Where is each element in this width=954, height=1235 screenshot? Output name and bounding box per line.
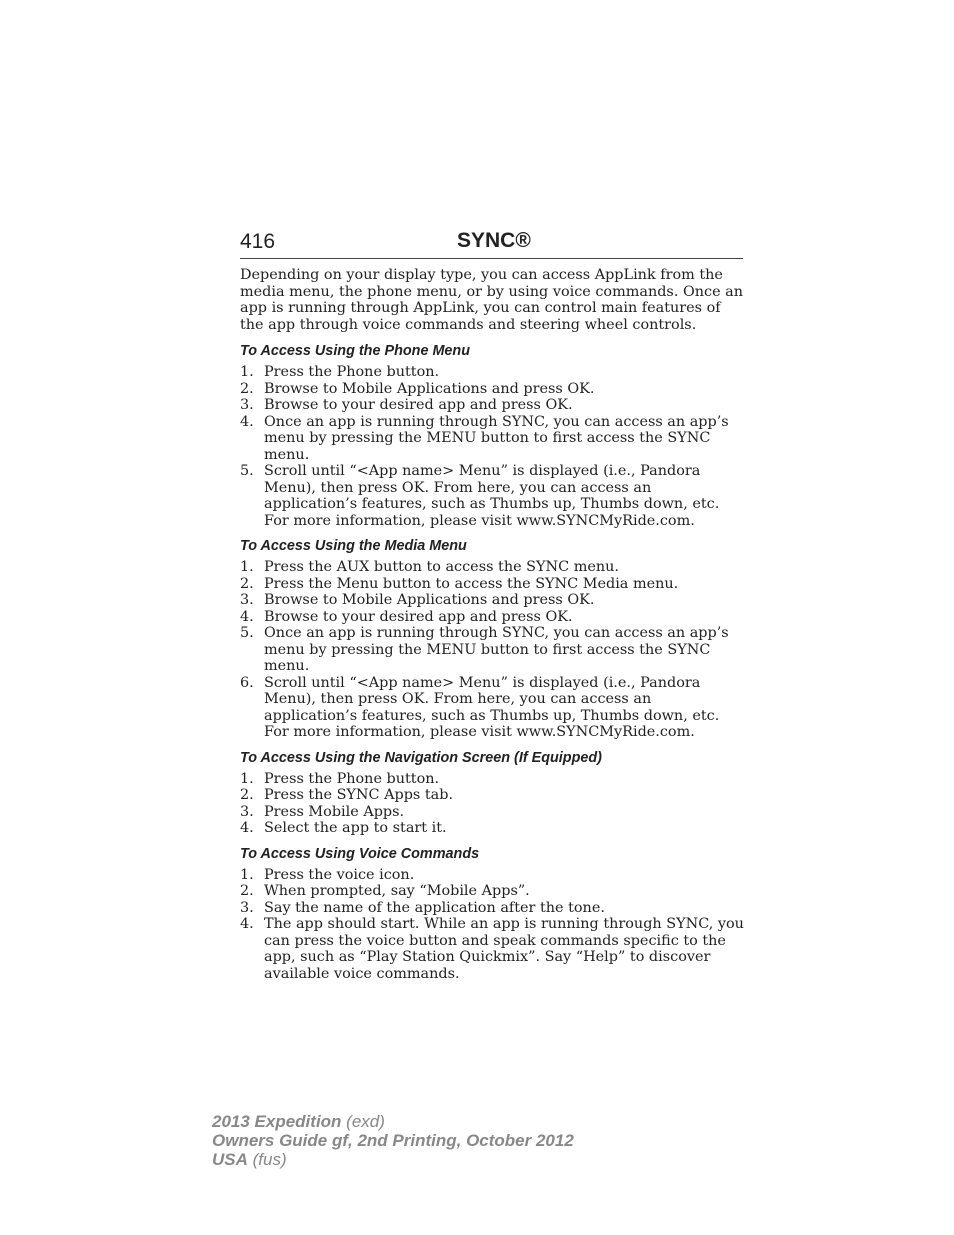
step-number: 4.: [240, 413, 254, 430]
list-item: [240, 883, 744, 900]
list-item: [240, 364, 744, 381]
step-text: Scroll until “<App name> Menu” is displayed (i.e., Pandora Menu), then press OK. From here, you can access an application’s features, such as Thumbs up, Thumbs down, etc. For more information, please visit www.SYNCMyRide.com.: [264, 674, 720, 740]
list-item: [240, 804, 744, 821]
steps-list: [240, 559, 744, 741]
step-number: 3.: [240, 397, 254, 413]
step-number: 2.: [240, 787, 254, 803]
footer-guide: Owners Guide gf, 2nd Printing, October 2012: [212, 1131, 574, 1150]
step-text: Say the name of the application after the tone.: [264, 899, 605, 916]
section-heading: To Access Using the Navigation Screen (If Equipped): [240, 749, 602, 766]
list-item: [240, 463, 744, 529]
list-item: [240, 609, 744, 626]
list-item: [240, 916, 744, 982]
step-text: Browse to your desired app and press OK.: [264, 397, 573, 413]
step-number: 4.: [240, 820, 254, 836]
footer-model-code: (exd): [346, 1112, 385, 1131]
step-number: 3.: [240, 592, 254, 608]
step-number: 3.: [240, 803, 254, 820]
section-heading: To Access Using the Media Menu: [240, 538, 467, 554]
list-item: [240, 592, 744, 609]
intro-paragraph: Depending on your display type, you can access AppLink from the media menu, the phone menu, or by using voice commands. Once an app is running through AppLink, you can control main features of the app through voice commands and steering wheel controls.: [240, 267, 744, 333]
step-number: 2.: [240, 575, 254, 592]
section-heading: To Access Using the Phone Menu: [240, 343, 471, 359]
step-number: 2.: [240, 883, 254, 899]
step-number: 1.: [240, 770, 254, 787]
list-item: [240, 820, 744, 837]
step-text: Once an app is running through SYNC, you can access an app’s menu by pressing the MENU button to first access the SYNC menu.: [264, 413, 729, 463]
step-text: Browse to Mobile Applications and press OK.: [264, 592, 595, 608]
footer-line-guide: [212, 1131, 574, 1150]
step-number: 1.: [240, 866, 254, 883]
step-text: Press the Phone button.: [264, 770, 440, 787]
section-phone-menu: [240, 342, 744, 529]
step-number: 6.: [240, 674, 254, 691]
section-media-menu: [240, 537, 744, 741]
footer-model: 2013 Expedition: [212, 1112, 342, 1131]
step-text: Press the Phone button.: [264, 364, 440, 380]
footer-line-model: [212, 1112, 574, 1131]
page-footer: [212, 1112, 574, 1169]
list-item: [240, 625, 744, 675]
step-text: Browse to your desired app and press OK.: [264, 608, 573, 625]
section-title: SYNC®: [457, 229, 531, 252]
section-heading: To Access Using Voice Commands: [240, 845, 480, 862]
page-content: [240, 267, 744, 990]
step-text: Scroll until “<App name> Menu” is displayed (i.e., Pandora Menu), then press OK. From here, you can access an application’s features, such as Thumbs up, Thumbs down, etc. For more information, please visit www.SYNCMyRide.com.: [264, 463, 720, 529]
list-item: [240, 675, 744, 741]
page-header: [240, 226, 743, 259]
footer-market-code: (fus): [252, 1150, 287, 1169]
step-number: 5.: [240, 625, 254, 641]
steps-list: [240, 867, 744, 983]
page-number: 416: [240, 230, 276, 253]
step-number: 3.: [240, 899, 254, 916]
list-item: [240, 900, 744, 917]
list-item: [240, 576, 744, 593]
step-text: Press the Menu button to access the SYNC Media menu.: [264, 575, 679, 592]
step-text: Once an app is running through SYNC, you can access an app’s menu by pressing the MENU button to first access the SYNC menu.: [264, 625, 729, 674]
step-text: Press the SYNC Apps tab.: [264, 787, 454, 803]
footer-market: USA: [212, 1150, 248, 1169]
list-item: [240, 867, 744, 884]
section-voice-commands: [240, 845, 744, 983]
step-number: 4.: [240, 608, 254, 625]
list-item: [240, 397, 744, 414]
list-item: [240, 787, 744, 804]
step-text: Press the AUX button to access the SYNC menu.: [264, 559, 619, 575]
step-text: Select the app to start it.: [264, 820, 447, 836]
steps-list: [240, 771, 744, 837]
list-item: [240, 559, 744, 576]
section-navigation-screen: [240, 749, 744, 837]
footer-line-market: [212, 1150, 574, 1169]
step-text: Press Mobile Apps.: [264, 803, 405, 820]
steps-list: [240, 364, 744, 529]
step-text: When prompted, say “Mobile Apps”.: [264, 883, 530, 899]
list-item: [240, 381, 744, 398]
step-text: The app should start. While an app is running through SYNC, you can press the voice button and speak commands specific to the app, such as “Play Station Quickmix”. Say “Help” to discover available voice commands.: [264, 916, 744, 982]
step-text: Browse to Mobile Applications and press OK.: [264, 380, 595, 397]
step-number: 1.: [240, 364, 254, 380]
step-number: 2.: [240, 380, 254, 397]
list-item: [240, 771, 744, 788]
step-number: 5.: [240, 463, 254, 479]
step-number: 4.: [240, 916, 254, 932]
list-item: [240, 414, 744, 464]
step-number: 1.: [240, 559, 254, 575]
step-text: Press the voice icon.: [264, 866, 415, 883]
